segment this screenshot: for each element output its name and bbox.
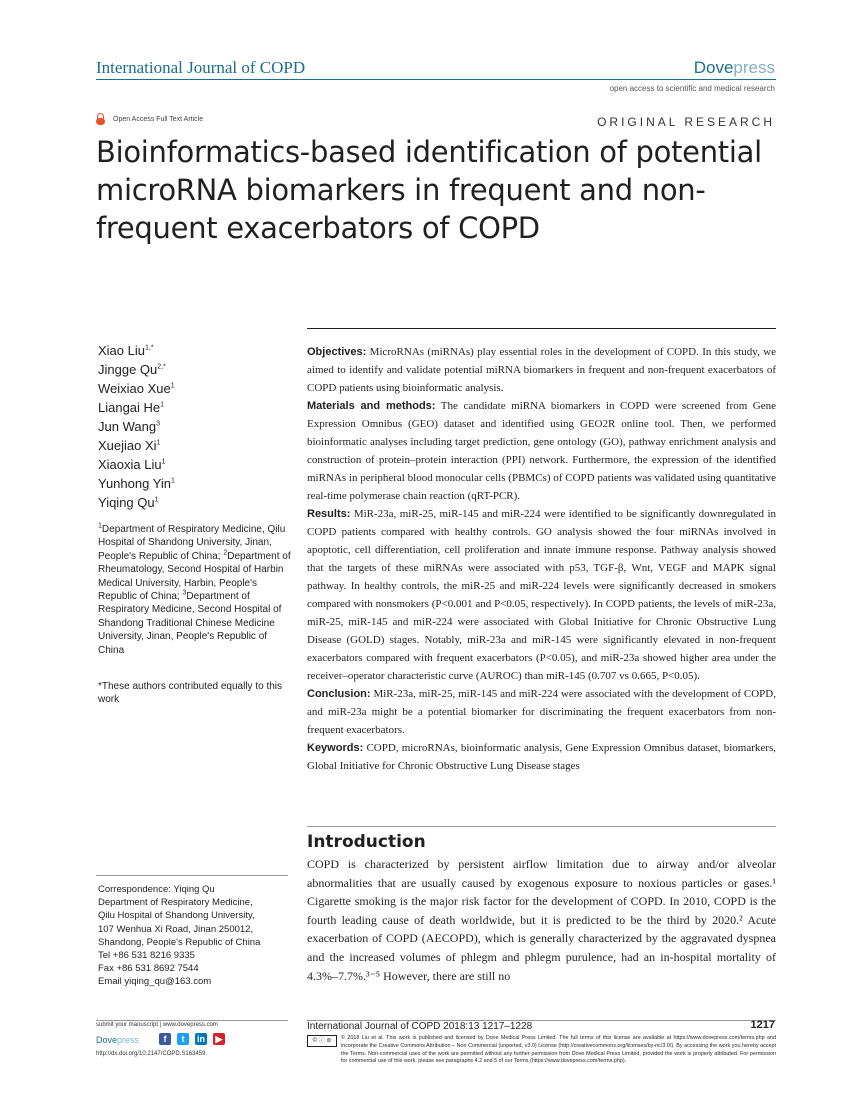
- author: Yiqing Qu$^1$: [98, 495, 159, 510]
- abstract-methods: Materials and methods: The candidate miRNA biomarkers in COPD were screened from Gene Expression Omnibus (GEO) dataset and identified using GEO2R online tool. Then, we performed bioinformatic analyses including target prediction, gene ontology (GO), pathway enrichment analysis and construction of protein–protein interaction (PPI) network. Furthermore, the expression of the identified miRNAs in peripheral blood monocular cells (PBMCs) of COPD patients was validated using quantitative real-time polymerase chain reaction (qRT-PCR).: [307, 400, 777, 502]
- introduction-text: COPD is characterized by persistent airflow limitation due to airway and/or alveolar abnormalities that are usually caused by exogenous exposure to noxious particles or gases.¹ Cigarette smoking is the major risk factor for the development of COPD. In 2010, COPD is the fourth leading cause of death worldwide, but it is predicted to be the third by 2020.² Acute exacerbation of COPD (AECOPD), which is generally characterized by the aggravated dyspnea and the increased volumes of phlegm and phlegm purulence, had an in-hospital mortality of 4.3%–7.7%.³⁻⁵ However, there are still no: [307, 857, 776, 983]
- author: Jingge $Qu^{2,*}$: [98, 362, 166, 377]
- abstract-results: Results: MiR-23a, miR-25, miR-145 and miR-224 were identified to be significantly downregulated in COPD patients compared with healthy controls. GO analysis showed the four miRNAs involved in apoptotic, cell differentiation, cell proliferation and innate immune response. Pathway analysis showed that the targets of these miRNAs were associated with p53, TGF-β, Wnt, VEGF and MAPK signal pathway. In healthy controls, the miR-25 and miR-224 levels were significantly decreased in smokers compared with nonsmokers (P<0.001 and P<0.05, respectively). In COPD patients, the levels of miR-23a, miR-25, miR-145 and miR-224 were associated with Global Initiative for Chronic Obstructive Lung Disease (GOLD) stages. Notably, miR-23a and miR-145 were significantly elevated in non-frequent exacerbators compared with frequent exacerbators (P<0.05), and miR-23a showed higher area under the receiver–operator characteristic curve (AUROC) than miR-145 (0.707 vs 0.665, P<0.05).: [307, 508, 776, 682]
- introduction-rule: [307, 826, 776, 827]
- open-access-text: Open Access Full Text Article: [113, 115, 204, 123]
- abstract-conclusion: Conclusion: MiR-23a, miR-25, miR-145 and miR-224 were associated with the development of COPD, and miR-23a might be a potential biomarker for discriminating the frequent exacerbators from non-frequent exacerbators.: [307, 688, 776, 736]
- twitter-icon[interactable]: t: [177, 1033, 189, 1045]
- footer-rule-left: [96, 1020, 288, 1021]
- abstract-objectives: Objectives: MicroRNAs (miRNAs) play essential roles in the development of COPD. In this study, we aimed to identify and validate potential miRNA biomarkers in frequent and non-frequent exacerbators of COPD patients using bioinformatic analysis.: [307, 346, 776, 394]
- abstract-keywords: Keywords: COPD, microRNAs, bioinformatic analysis, Gene Expression Omnibus dataset, biomarkers, Global Initiative for Chronic Obstructive Lung Disease stages: [307, 742, 776, 772]
- author: Yunhong Yin$^1$: [98, 476, 175, 491]
- brand-part2: press: [733, 58, 775, 77]
- publisher-logo: [694, 58, 775, 78]
- header-rule: [96, 79, 776, 80]
- youtube-icon[interactable]: ▶: [213, 1033, 225, 1045]
- author: Xiaoxia Liu$^1$: [98, 457, 166, 472]
- author: Xuejiao Xi$^1$: [98, 438, 161, 453]
- author: Weixiao Xue$^1$: [98, 381, 175, 396]
- correspondence: Correspondence: Yiqing Qu Department of Respiratory Medicine, Qilu Hospital of Shandong University, 107 Wenhua Xi Road, Jinan 250012, Shandong, People's Republic of China Tel +86 531 8216 9335 Fax +86 531 8692 7544 Email yiqing_qu@163.com: [98, 883, 294, 989]
- page-number: 1217: [750, 1019, 775, 1031]
- author: Jun Wang$^3$: [98, 419, 160, 434]
- submit-link[interactable]: submit your manuscript | www.dovepress.com: [96, 1022, 218, 1028]
- affiliations: $^1$Department of Respiratory Medicine, Qilu Hospital of Shandong University, Jinan, People's Republic of China; $^2$Department of Rheumatology, Second Hospital of Harbin Medical University, Harbin, People's Republic of China; $^3$Department of Respiratory Medicine, Second Hospital of Shandong Traditional Chinese Medicine University, Jinan, People's Republic of China: [98, 522, 291, 656]
- correspondence-email[interactable]: Email yiqing_qu@163.com: [98, 976, 212, 988]
- equal-contribution-note: *These authors contributed equally to this work: [98, 681, 282, 705]
- social-links: [159, 1033, 225, 1045]
- correspondence-rule: [96, 875, 288, 876]
- facebook-icon[interactable]: f: [159, 1033, 171, 1045]
- footer-publisher-logo: Dovepress: [96, 1035, 140, 1045]
- brand-part1: Dove: [693, 58, 734, 77]
- author: Liangai He$^1$: [98, 400, 165, 415]
- abstract-rule: [307, 328, 776, 329]
- open-access-lock-icon: [96, 113, 105, 125]
- license-block: [307, 1035, 776, 1066]
- doi-link[interactable]: http://dx.doi.org/10.2147/COPD.S163459: [96, 1051, 206, 1057]
- open-access-label: [96, 113, 203, 125]
- linkedin-icon[interactable]: in: [197, 1034, 205, 1044]
- license-text: © 2018 Liu et al. This work is published and licensed by Dove Medical Press Limited. The full terms of this license are available at https://www.dovepress.com/terms.php and incorporate the Creative Commons Attribution – Non Commercial (unported, v3.0) License (http://creativecommons.org/licenses/by-nc/3.0/). By accessing the work you hereby accept the Terms. Non-commercial uses of the work are permitted without any further permission from Dove Medical Press Limited, provided the work is properly attributed. For permission for commercial use of this work, please see paragraphs 4.2 and 5 of our Terms (https://www.dovepress.com/terms.php).: [341, 1035, 776, 1065]
- publisher-tagline: open access to scientific and medical research: [609, 84, 775, 93]
- journal-name: International Journal of COPD: [96, 58, 306, 77]
- citation: International Journal of COPD 2018:13 1217–1228: [307, 1021, 533, 1032]
- creative-commons-icon: © ⓘ ⊜: [307, 1035, 337, 1047]
- introduction-heading: Introduction: [307, 832, 426, 852]
- abstract: [307, 343, 776, 775]
- author-list: [98, 341, 175, 512]
- article-title: Bioinformatics-based identification of potential microRNA biomarkers in frequent and non-frequent exacerbators of COPD: [96, 135, 762, 245]
- author: Xiao Liu$^{1,*}$: [98, 343, 154, 358]
- article-type: ORIGINAL RESEARCH: [597, 115, 775, 129]
